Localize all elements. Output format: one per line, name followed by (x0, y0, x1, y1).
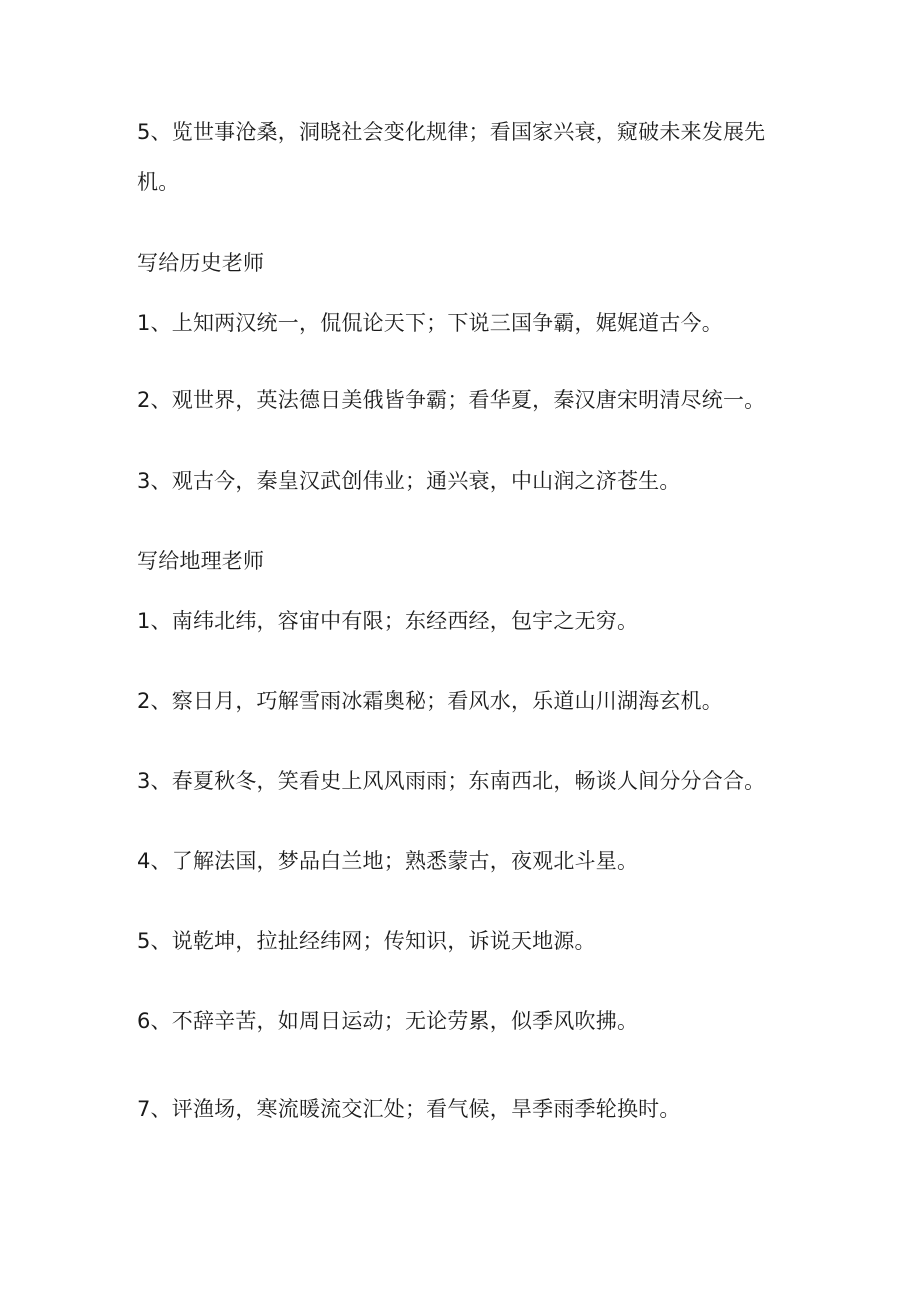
list-item: 6、不辞辛苦，如周日运动；无论劳累，似季风吹拂。 (137, 1009, 639, 1033)
list-item: 3、春夏秋冬，笑看史上风风雨雨；东南西北，畅谈人间分分合合。 (137, 769, 766, 793)
list-item: 1、南纬北纬，容宙中有限；东经西经，包宇之无穷。 (137, 609, 639, 633)
section-heading-geography: 写给地理老师 (137, 549, 265, 573)
section-heading-history: 写给历史老师 (137, 251, 265, 275)
list-item: 7、评渔场，寒流暖流交汇处；看气候，旱季雨季轮换时。 (137, 1097, 681, 1121)
list-item: 1、上知两汉统一，侃侃论天下；下说三国争霸，娓娓道古今。 (137, 311, 723, 335)
paragraph-line: 机。 (137, 170, 180, 194)
list-item: 3、观古今，秦皇汉武创伟业；通兴衰，中山润之济苍生。 (137, 469, 681, 493)
list-item: 2、察日月，巧解雪雨冰霜奥秘；看风水，乐道山川湖海玄机。 (137, 689, 723, 713)
list-item: 4、了解法国，梦品白兰地；熟悉蒙古，夜观北斗星。 (137, 849, 639, 873)
list-item: 2、观世界，英法德日美俄皆争霸；看华夏，秦汉唐宋明清尽统一。 (137, 388, 766, 412)
list-item: 5、说乾坤，拉扯经纬网；传知识，诉说天地源。 (137, 929, 596, 953)
paragraph-line: 5、览世事沧桑，洞晓社会变化规律；看国家兴衰，窥破未来发展先 (137, 120, 766, 144)
